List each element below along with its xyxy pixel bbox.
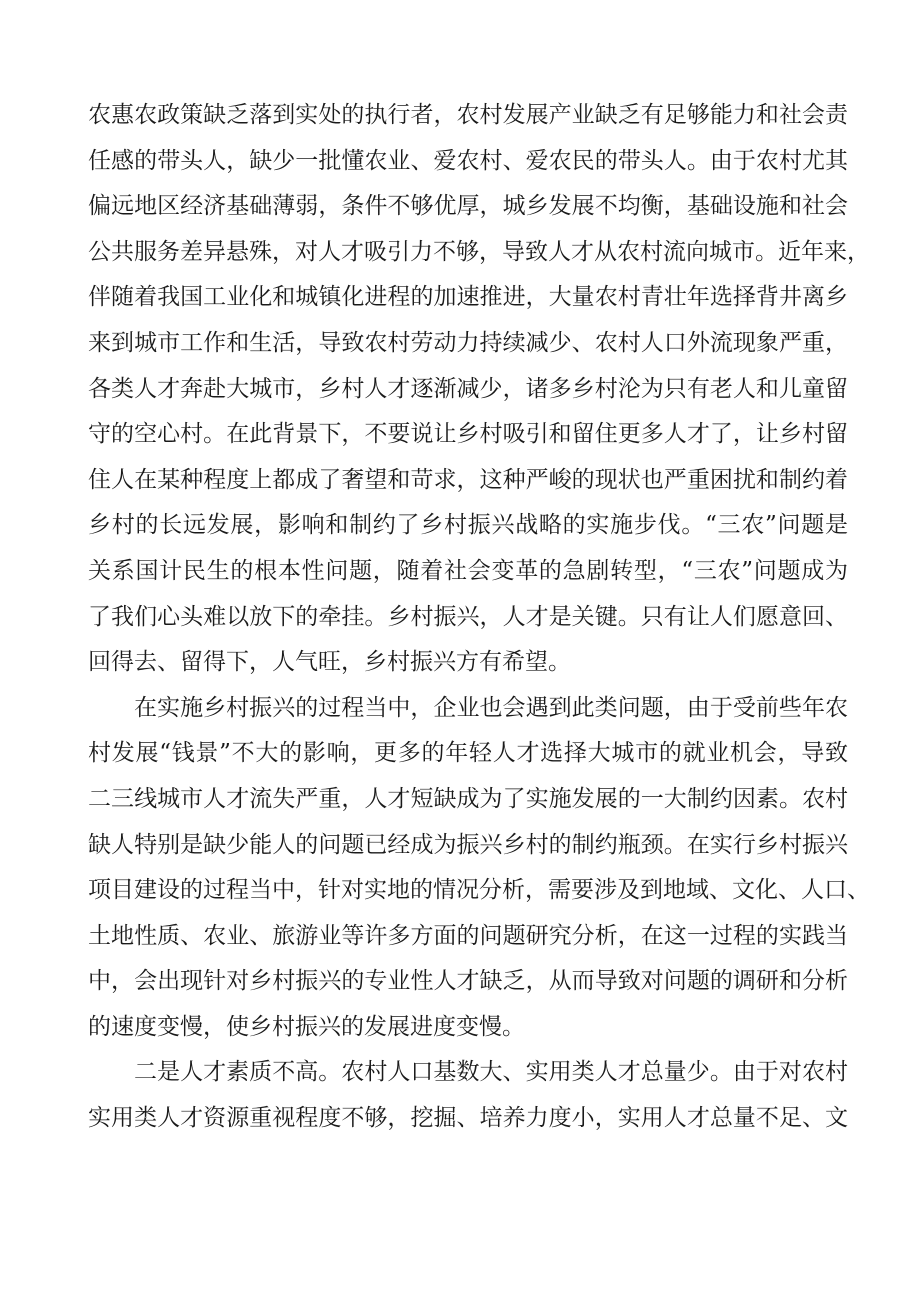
text-line: 乡村的长远发展，影响和制约了乡村振兴战略的实施步伐。“三农”问题是: [88, 512, 848, 539]
text-line: 村发展“钱景”不大的影响，更多的年轻人才选择大城市的就业机会，导致: [88, 740, 848, 767]
text-line: 农惠农政策缺乏落到实处的执行者，农村发展产业缺乏有足够能力和社会责: [88, 102, 848, 128]
paragraph-2: [88, 686, 870, 1051]
paragraph-3: [88, 1050, 848, 1141]
text-line: 土地性质、农业、旅游业等许多方面的问题研究分析，在这一过程的实践当: [88, 922, 848, 949]
text-line: 在实施乡村振兴的过程当中，企业也会遇到此类问题，由于受前些年农: [134, 694, 848, 721]
text-line: 项目建设的过程当中，针对实地的情况分析，需要涉及到地域、文化、人口、: [88, 877, 870, 904]
text-line: 偏远地区经济基础薄弱，条件不够优厚，城乡发展不均衡，基础设施和社会: [88, 193, 848, 220]
text-line: 住人在某种程度上都成了奢望和苛求，这种严峻的现状也严重困扰和制约着: [88, 466, 848, 493]
text-line: 任感的带头人，缺少一批懂农业、爱农村、爱农民的带头人。由于农村尤其: [88, 147, 848, 174]
text-line: 缺人特别是缺少能人的问题已经成为振兴乡村的制约瓶颈。在实行乡村振兴: [88, 831, 848, 858]
text-line: 公共服务差异悬殊，对人才吸引力不够，导致人才从农村流向城市。近年来，: [88, 238, 870, 265]
text-line: 回得去、留得下，人气旺，乡村振兴方有希望。: [88, 649, 571, 676]
text-line: 二是人才素质不高。农村人口基数大、实用类人才总量少。由于对农村: [134, 1059, 848, 1086]
text-line: 了我们心头难以放下的牵挂。乡村振兴，人才是关键。只有让人们愿意回、: [88, 603, 848, 630]
text-line: 守的空心村。在此背景下，不要说让乡村吸引和留住更多人才了，让乡村留: [88, 421, 848, 448]
text-line: 的速度变慢，使乡村振兴的发展进度变慢。: [88, 1013, 525, 1040]
text-line: 各类人才奔赴大城市，乡村人才逐渐减少，诸多乡村沦为只有老人和儿童留: [88, 375, 848, 402]
text-line: 来到城市工作和生活，导致农村劳动力持续减少、农村人口外流现象严重，: [88, 329, 848, 356]
text-line: 实用类人才资源重视程度不够，挖掘、培养力度小，实用人才总量不足、文: [88, 1105, 848, 1132]
text-line: 二三线城市人才流失严重，人才短缺成为了实施发展的一大制约因素。农村: [88, 785, 848, 812]
body-text: [88, 93, 870, 1142]
text-line: 关系国计民生的根本性问题，随着社会变革的急剧转型，“三农”问题成为: [88, 557, 848, 584]
text-line: 伴随着我国工业化和城镇化进程的加速推进，大量农村青壮年选择背井离乡: [88, 284, 848, 311]
paragraph-1: [88, 93, 870, 686]
text-line: 中，会出现针对乡村振兴的专业性人才缺乏，从而导致对问题的调研和分析: [88, 968, 848, 995]
